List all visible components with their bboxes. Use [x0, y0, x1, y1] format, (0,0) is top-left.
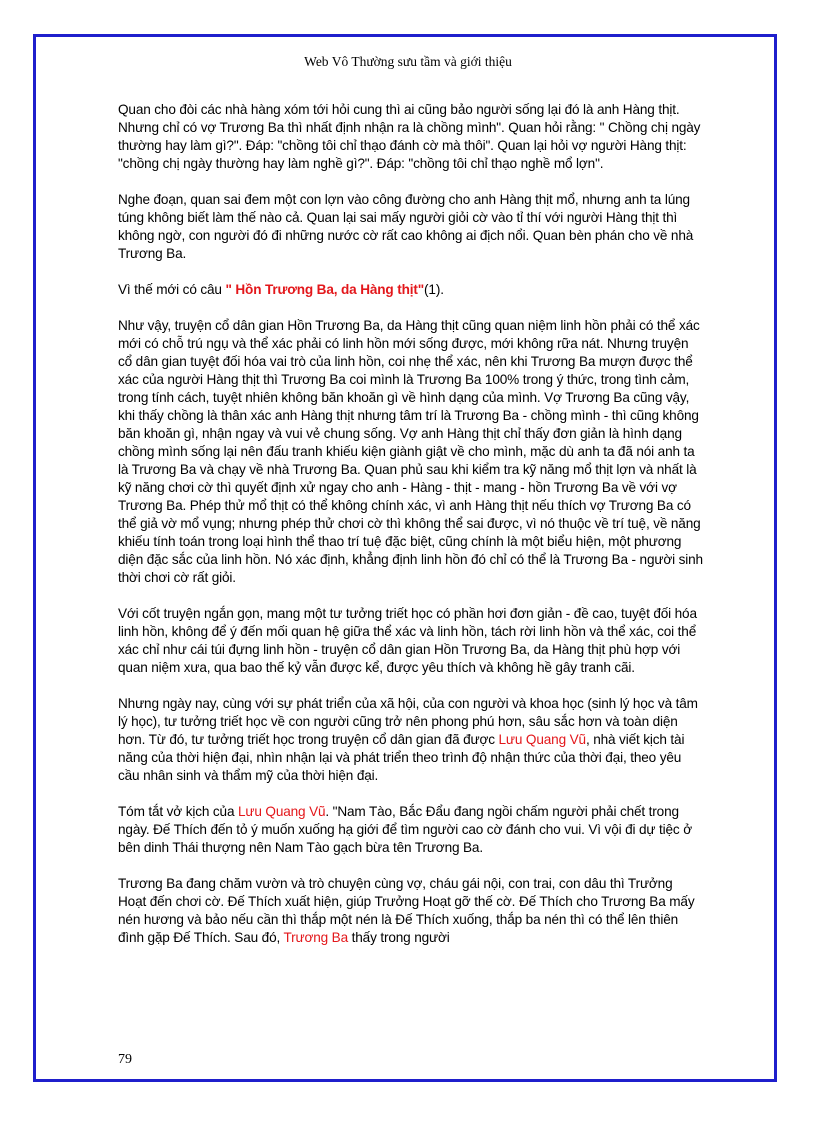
- paragraph-3: [118, 281, 703, 299]
- paragraph-5: Với cốt truyện ngắn gọn, mang một tư tưởng triết học có phần hơi đơn giản - đề cao, tuyệt đối hóa linh hồn, không để ý đến mối quan hệ giữa thể xác và linh hồn, tách rời linh hồn và thể xác, coi thể xác chỉ như cái túi đựng linh hồn - truyện cổ dân gian Hồn Trương Ba, da Hàng thịt phù hợp với quan niệm xưa, qua bao thế kỷ vẫn được kể, được yêu thích và không hề gây tranh cãi.: [118, 606, 697, 675]
- paragraph-1: Quan cho đòi các nhà hàng xóm tới hỏi cung thì ai cũng bảo người sống lại đó là anh Hàng thịt. Nhưng chỉ có vợ Trương Ba thì nhất định nhận ra là chồng mình". Quan hỏi rằng: " Chồng chị ngày thường hay làm gì?". Đáp: "chồng tôi chỉ thạo đánh cờ mà thôi". Quan lại hỏi vợ người Hàng thịt: "chồng chị ngày thường hay làm nghề gì?". Đáp: "chồng tôi chỉ thạo nghề mổ lợn".: [118, 102, 701, 171]
- quote-title: " Hồn Trương Ba, da Hàng thịt": [225, 282, 425, 297]
- paragraph-7-prefix: Tóm tắt vở kịch của: [118, 804, 238, 819]
- paragraph-6: [118, 695, 703, 785]
- paragraph-2: Nghe đoạn, quan sai đem một con lợn vào công đường cho anh Hàng thịt mổ, nhưng anh ta lúng túng không biết làm thế nào cả. Quan lại sai mấy người giỏi cờ vào tỉ thí với người Hàng thịt thì không ngờ, con người đó đi những nước cờ rất cao không ai địch nổi. Quan bèn phán cho về nhà Trương Ba.: [118, 192, 694, 261]
- paragraph-3-suffix: (1).: [424, 282, 444, 297]
- author-link[interactable]: Lưu Quang Vũ: [238, 804, 326, 819]
- paragraph-6-prefix: Nhưng ngày nay, cùng với sự phát triển của xã hội, của con người và khoa học (sinh lý học và tâm lý học), tư tưởng triết học về con người cũng trở nên phong phú hơn, sâu sắc hơn và toàn diện hơn. Từ đó, tư tưởng triết học trong truyện cổ dân gian đã được: [118, 696, 698, 747]
- paragraph-8-prefix: Trương Ba đang chăm vườn và trò chuyện cùng vợ, cháu gái nội, con trai, con dâu thì Trưởng Hoạt đến chơi cờ. Đế Thích xuất hiện, giúp Trưởng Hoạt gỡ thế cờ. Đế Thích cho Trương Ba mấy nén hương và bảo nếu cần thì thắp một nén là Đế Thích xuống, thắp ba nén thì có thể lên thiên đình gặp Đế Thích. Sau đó,: [118, 876, 695, 945]
- document-body: [118, 101, 703, 965]
- paragraph-4: Như vậy, truyện cổ dân gian Hồn Trương Ba, da Hàng thịt cũng quan niệm linh hồn phải có thể xác mới có chỗ trú ngụ và thể xác phải có linh hồn mới sống được, mới không rữa nát. Nhưng truyện cổ dân gian tuyệt đối hóa vai trò của linh hồn, coi nhẹ thể xác, nên khi Trương Ba mượn được thể xác của người Hàng thịt thì Trương Ba coi mình là Trương Ba 100% trong ý thức, trong tình cảm, trong tính cách, tuyệt nhiên không băn khoăn gì về hình dạng của mình. Vợ Trương Ba cũng vậy, khi thấy chồng là thân xác anh Hàng thịt nhưng tâm trí là Trương Ba - chồng mình - thì cũng không băn khoăn gì, nhận ngay và vui vẻ chung sống. Vợ anh Hàng thịt chỉ thấy đơn giản là hình dạng chồng mình sống lại nên đấu tranh khiếu kiện giành giật về cho mình, mặc dù anh ta đã nói anh ta là Trương Ba và chạy về nhà Trương Ba. Quan phủ sau khi kiểm tra kỹ năng mổ thịt lợn và nhất là kỹ năng chơi cờ thì quyết định xử ngay cho anh - Hàng - thịt - mang - hồn Trương Ba về với vợ Trương Ba. Phép thử mổ thịt có thể không chính xác, vì anh Hàng thịt nếu thích vợ Trương Ba có thể giả vờ mổ vụng; nhưng phép thử chơi cờ thì không thể sai được, vì nó thuộc về trí tuệ, về năng khiếu tính toán trong loại hình thể thao trí tuệ đặc biệt, cũng chính là một biểu hiện, một phương diện đặc sắc của linh hồn. Nó xác định, khẳng định linh hồn đó chỉ có thể là Trương Ba - người sinh thời chơi cờ rất giỏi.: [118, 318, 703, 585]
- author-link[interactable]: Lưu Quang Vũ: [498, 732, 586, 747]
- paragraph-7: [118, 803, 703, 857]
- character-link[interactable]: Trương Ba: [283, 930, 349, 945]
- paragraph-7-suffix: . "Nam Tào, Bắc Đẩu đang ngồi chấm người phải chết trong ngày. Đế Thích đến tỏ ý muốn xuống hạ giới để tìm người cao cờ đánh cho vui. Vì vội đi dự tiệc ở bên dinh Thái thượng nên Nam Tào gạch bừa tên Trương Ba.: [118, 804, 692, 855]
- page-number: 79: [118, 1052, 132, 1067]
- paragraph-8-suffix: thấy trong người: [348, 930, 450, 945]
- paragraph-8: [118, 875, 703, 947]
- paragraph-3-prefix: Vì thế mới có câu: [118, 282, 226, 297]
- page-header: Web Vô Thường sưu tầm và giới thiệu: [304, 54, 512, 69]
- paragraph-6-suffix: , nhà viết kịch tài năng của thời hiện đại, nhìn nhận lại và phát triển theo trình độ nhận thức của thời đại, theo yêu cầu nhân sinh và thẩm mỹ của thời hiện đại.: [118, 732, 685, 783]
